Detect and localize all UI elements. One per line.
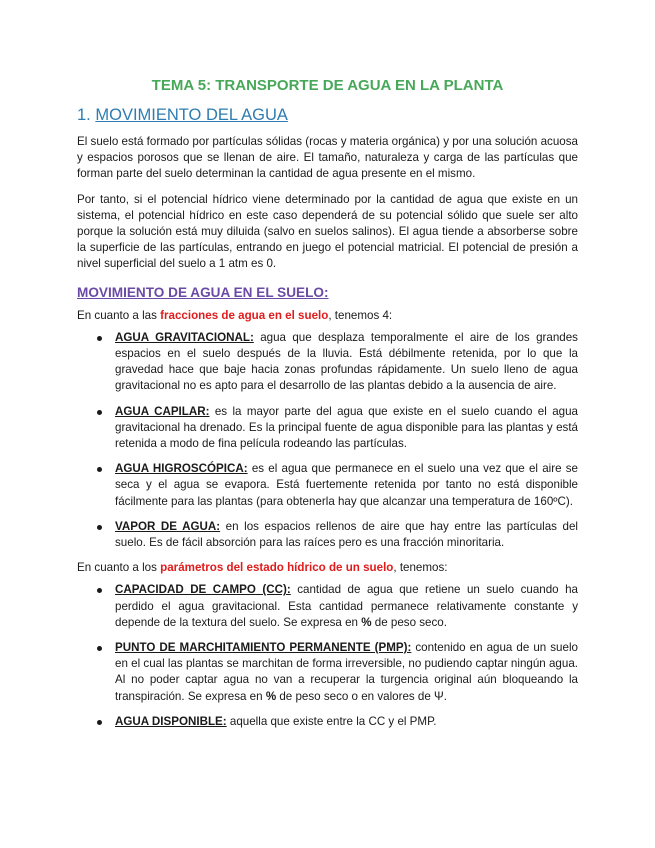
fractions-intro: [77, 308, 578, 324]
bullet-icon: [97, 410, 102, 415]
item-text: cantidad de agua que retiene un suelo cuando ha perdido el agua gravitacional. Esta cantidad permanece relativamente constante y depende de la textura del suelo. Se expresa en: [115, 583, 578, 629]
item-text-end: de peso seco.: [371, 615, 447, 629]
item-term: VAPOR DE AGUA:: [115, 519, 221, 533]
parameters-intro-highlight: parámetros del estado hídrico de un suelo: [160, 561, 394, 575]
item-text: es la mayor parte del agua que existe en el suelo cuando el agua gravitacional ha drenado. Es la principal fuente de agua disponible para las plantas y está retenida a modo de fina película rodeando las partículas.: [115, 404, 578, 451]
item-term: AGUA DISPONIBLE:: [115, 714, 227, 728]
list-item: [77, 461, 578, 510]
document-title: TEMA 5: TRANSPORTE DE AGUA EN LA PLANTA: [151, 77, 504, 94]
fractions-intro-before: En cuanto a las: [77, 308, 161, 322]
bullet-icon: [97, 646, 102, 651]
parameters-intro-after: , tenemos:: [393, 561, 448, 575]
item-bold: %: [265, 689, 277, 703]
parameters-intro: [77, 560, 578, 576]
list-item: [77, 714, 578, 730]
bullet-icon: [97, 336, 102, 341]
item-term: AGUA GRAVITACIONAL:: [115, 330, 254, 344]
fractions-intro-after: , tenemos 4:: [328, 308, 393, 322]
item-text: aquella que existe entre la CC y el PMP.: [226, 714, 437, 728]
item-text: es el agua que permanece en el suelo una vez que el aire se seca y el agua se evapora. Está fuertemente retenida por tanto no está disponible fácilmente para las plantas (para obtenerla hay que alcanzar una temperatura de 160ºC).: [115, 462, 578, 508]
paragraph-2: Por tanto, si el potencial hídrico viene determinado por la cantidad de agua que existe en un sistema, el potencial hídrico en este caso dependerá de su potencial sólido que suele ser alto porque la solución está muy diluida (salvo en suelos salinos). El agua tiende a absorberse sobre la superficie de las partículas, entrando en juego el potencial matricial. El potencial de presión a nivel superficial del suelo a 1 atm es 0.: [77, 192, 578, 271]
bullet-icon: [97, 588, 102, 593]
list-item: [77, 330, 578, 395]
parameters-list: [77, 582, 578, 730]
item-term: CAPACIDAD DE CAMPO (CC):: [115, 583, 291, 597]
fractions-list: [77, 330, 578, 551]
list-item: [77, 404, 578, 453]
item-text: contenido en agua de un suelo en el cual las plantas se marchitan de forma irreversible, no pudiendo captar ningún agua. Al no poder captar agua no van a recuperar la turgencia original aún bloqueando la transpiración. Se expresa en: [115, 641, 578, 703]
section-heading: [77, 104, 578, 126]
list-item: [77, 640, 578, 705]
parameters-intro-before: En cuanto a los: [77, 561, 161, 575]
item-text-end: de peso seco o en valores de Ψ.: [276, 689, 447, 703]
item-term: AGUA CAPILAR:: [115, 404, 210, 418]
item-text: en los espacios rellenos de aire que hay entre las partículas del suelo. Es de fácil absorción para las raíces pero es una fracción minoritaria.: [115, 519, 578, 550]
bullet-icon: [97, 467, 102, 472]
list-item: [77, 519, 578, 551]
item-term: AGUA HIGROSCÓPICA:: [115, 462, 248, 476]
item-bold: %: [361, 615, 372, 629]
section-title: MOVIMIENTO DEL AGUA: [95, 106, 288, 124]
item-text: agua que desplaza temporalmente el aire de los grandes espacios en el suelo después de la lluvia. Está débilmente retenida, por lo que la gravedad hace que baje hacia zonas profundas rápidamente. Un suelo lleno de agua gravitacional no es apto para el desarrollo de las plantas debido a la ausencia de aire.: [115, 330, 578, 393]
section-number: 1.: [77, 106, 91, 124]
subheading: MOVIMIENTO DE AGUA EN EL SUELO:: [77, 284, 329, 300]
document-content: [77, 76, 578, 739]
item-term: PUNTO DE MARCHITAMIENTO PERMANENTE (PMP):: [115, 641, 412, 655]
fractions-intro-highlight: fracciones de agua en el suelo: [160, 308, 329, 322]
bullet-icon: [97, 525, 102, 530]
paragraph-1: El suelo está formado por partículas sólidas (rocas y materia orgánica) y por una solución acuosa y espacios porosos que se llenan de aire. El tamaño, naturaleza y carga de las partículas que forman parte del suelo determinan la cantidad de agua presente en el mismo.: [77, 135, 578, 181]
list-item: [77, 582, 578, 631]
bullet-icon: [97, 720, 102, 725]
